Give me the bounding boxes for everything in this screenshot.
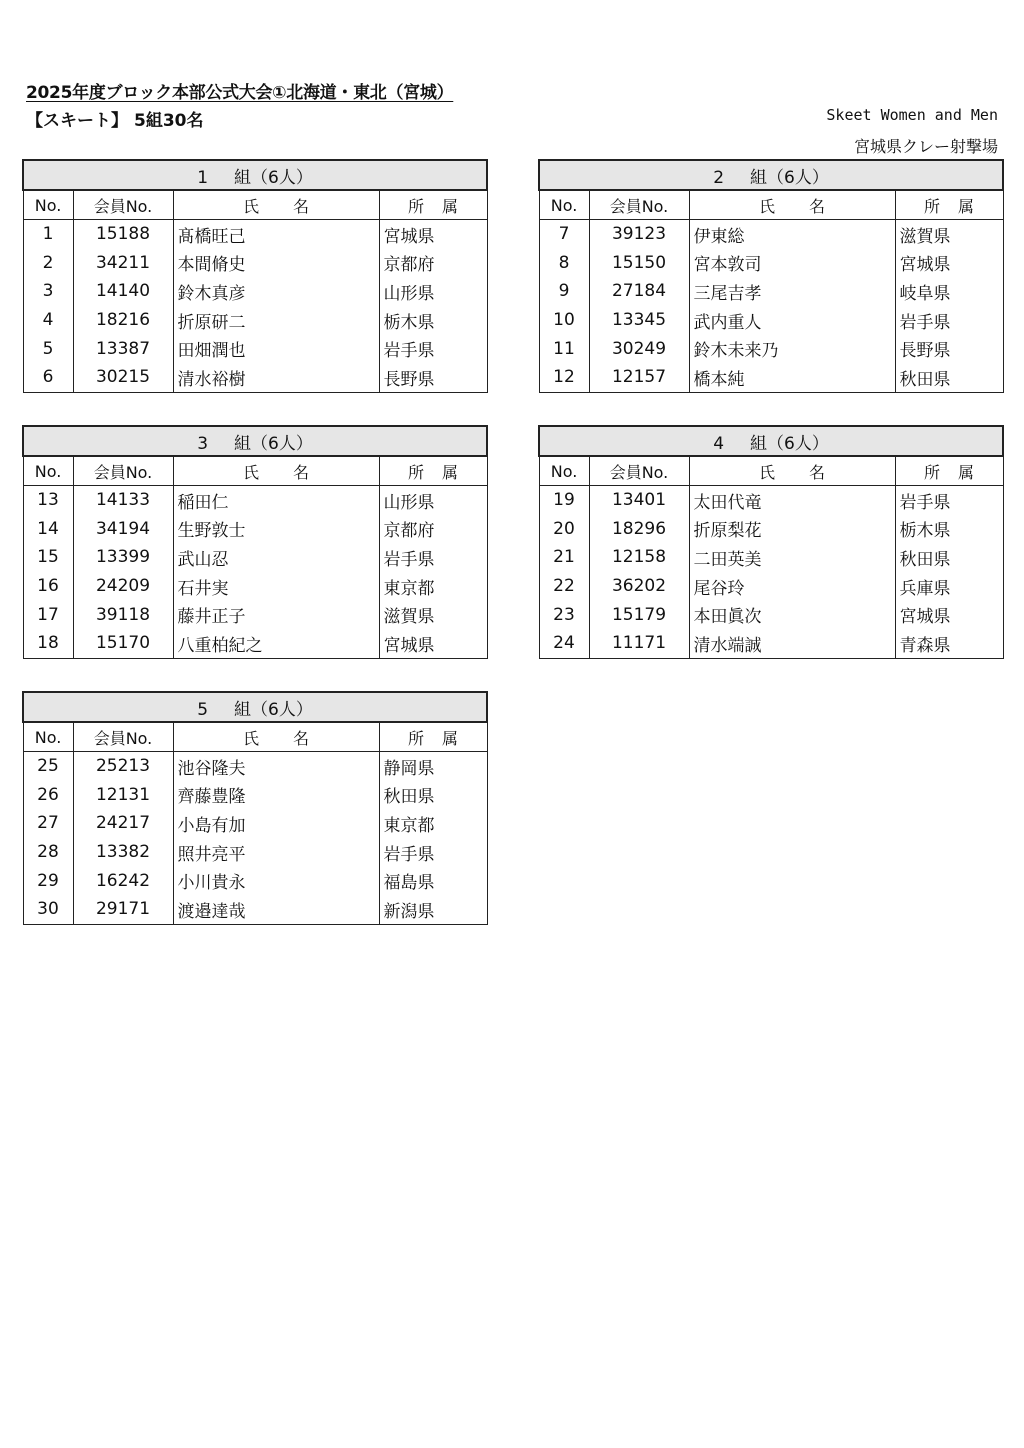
- row-affiliation: 岩手県: [895, 306, 1003, 335]
- row-affiliation: 滋賀県: [895, 220, 1003, 249]
- group-header-row: [23, 160, 487, 190]
- row-no: 19: [539, 486, 589, 515]
- row-no: 7: [539, 220, 589, 249]
- row-affiliation: 山形県: [379, 486, 487, 515]
- col-pref-a: 所: [408, 728, 425, 748]
- row-affiliation: 長野県: [895, 334, 1003, 363]
- col-member-no: 会員No.: [73, 722, 173, 752]
- row-no: 5: [23, 334, 73, 363]
- row-no: 2: [23, 249, 73, 278]
- table-row: [539, 572, 1003, 601]
- col-member-no: 会員No.: [73, 190, 173, 220]
- row-affiliation: 山形県: [379, 277, 487, 306]
- row-name: 武内重人: [689, 306, 895, 335]
- row-member-no: 15170: [73, 629, 173, 658]
- row-affiliation: 秋田県: [895, 363, 1003, 392]
- row-affiliation: 岩手県: [379, 838, 487, 867]
- row-member-no: 12131: [73, 781, 173, 810]
- col-name-b: 名: [809, 196, 826, 216]
- row-name: 渡邉達哉: [173, 895, 379, 924]
- col-pref-b: 属: [958, 196, 975, 216]
- col-member-no: 会員No.: [589, 190, 689, 220]
- group-label: 組（6人）: [750, 433, 829, 454]
- col-affiliation: [895, 190, 1003, 220]
- col-affiliation: [379, 456, 487, 486]
- column-header-row: [539, 190, 1003, 220]
- col-name-a: 氏: [242, 462, 259, 482]
- row-name: 髙橋旺己: [173, 220, 379, 249]
- row-member-no: 29171: [73, 895, 173, 924]
- row-name: 尾谷玲: [689, 572, 895, 601]
- row-name: 鈴木真彦: [173, 277, 379, 306]
- row-name: 八重柏紀之: [173, 629, 379, 658]
- row-name: 武山忍: [173, 543, 379, 572]
- row-member-no: 39123: [589, 220, 689, 249]
- col-pref-b: 属: [442, 196, 459, 216]
- row-no: 17: [23, 600, 73, 629]
- col-pref-a: 所: [408, 462, 425, 482]
- row-affiliation: 東京都: [379, 809, 487, 838]
- table-row: [23, 866, 487, 895]
- group-header-row: [539, 426, 1003, 456]
- col-name-a: 氏: [242, 728, 259, 748]
- row-name: 本間脩史: [173, 249, 379, 278]
- row-no: 18: [23, 629, 73, 658]
- row-member-no: 12158: [589, 543, 689, 572]
- row-affiliation: 新潟県: [379, 895, 487, 924]
- row-no: 27: [23, 809, 73, 838]
- row-member-no: 14140: [73, 277, 173, 306]
- row-no: 4: [23, 306, 73, 335]
- row-member-no: 15188: [73, 220, 173, 249]
- row-name: 清水端誠: [689, 629, 895, 658]
- col-pref-b: 属: [442, 462, 459, 482]
- row-affiliation: 青森県: [895, 629, 1003, 658]
- row-member-no: 25213: [73, 752, 173, 781]
- col-no: No.: [23, 456, 73, 486]
- col-pref-b: 属: [442, 728, 459, 748]
- row-name: 齊藤豊隆: [173, 781, 379, 810]
- group-table: [538, 159, 1004, 393]
- row-name: 二田英美: [689, 543, 895, 572]
- row-member-no: 36202: [589, 572, 689, 601]
- col-name-a: 氏: [758, 462, 775, 482]
- table-row: [539, 277, 1003, 306]
- table-row: [23, 600, 487, 629]
- row-member-no: 13399: [73, 543, 173, 572]
- row-affiliation: 秋田県: [379, 781, 487, 810]
- row-affiliation: 京都府: [379, 515, 487, 544]
- group-table: [22, 159, 488, 393]
- row-affiliation: 宮城県: [895, 249, 1003, 278]
- row-affiliation: 福島県: [379, 866, 487, 895]
- group-table: [22, 425, 488, 659]
- table-row: [539, 515, 1003, 544]
- row-no: 23: [539, 600, 589, 629]
- col-name-b: 名: [293, 462, 310, 482]
- row-member-no: 16242: [73, 866, 173, 895]
- column-header-row: [23, 190, 487, 220]
- row-no: 29: [23, 866, 73, 895]
- row-no: 28: [23, 838, 73, 867]
- row-affiliation: 栃木県: [379, 306, 487, 335]
- group-header: [539, 160, 1003, 190]
- row-no: 22: [539, 572, 589, 601]
- table-row: [23, 515, 487, 544]
- row-name: 橋本純: [689, 363, 895, 392]
- table-row: [539, 220, 1003, 249]
- group-number: 1: [197, 167, 209, 188]
- column-header-row: [539, 456, 1003, 486]
- event-name: 【スキート】: [26, 111, 128, 131]
- row-member-no: 13345: [589, 306, 689, 335]
- row-name: 石井実: [173, 572, 379, 601]
- row-affiliation: 宮城県: [379, 220, 487, 249]
- table-row: [23, 220, 487, 249]
- row-member-no: 15150: [589, 249, 689, 278]
- row-member-no: 34194: [73, 515, 173, 544]
- col-pref-a: 所: [924, 462, 941, 482]
- table-row: [23, 838, 487, 867]
- group-number: 5: [197, 699, 209, 720]
- group-label: 組（6人）: [234, 167, 313, 188]
- group-header: [539, 426, 1003, 456]
- table-row: [539, 486, 1003, 515]
- row-member-no: 13387: [73, 334, 173, 363]
- col-name-b: 名: [293, 196, 310, 216]
- row-name: 折原梨花: [689, 515, 895, 544]
- table-row: [23, 572, 487, 601]
- group-table: [538, 425, 1004, 659]
- row-name: 伊東総: [689, 220, 895, 249]
- row-no: 25: [23, 752, 73, 781]
- row-no: 8: [539, 249, 589, 278]
- row-member-no: 14133: [73, 486, 173, 515]
- table-row: [539, 334, 1003, 363]
- row-member-no: 24209: [73, 572, 173, 601]
- row-affiliation: 静岡県: [379, 752, 487, 781]
- col-no: No.: [539, 456, 589, 486]
- row-member-no: 13401: [589, 486, 689, 515]
- group-table: [22, 691, 488, 925]
- row-no: 15: [23, 543, 73, 572]
- col-member-no: 会員No.: [589, 456, 689, 486]
- row-no: 24: [539, 629, 589, 658]
- table-row: [539, 249, 1003, 278]
- table-row: [23, 334, 487, 363]
- row-affiliation: 兵庫県: [895, 572, 1003, 601]
- row-no: 20: [539, 515, 589, 544]
- group-header-row: [23, 426, 487, 456]
- row-no: 1: [23, 220, 73, 249]
- row-member-no: 18296: [589, 515, 689, 544]
- table-row: [23, 781, 487, 810]
- row-name: 稲田仁: [173, 486, 379, 515]
- row-no: 13: [23, 486, 73, 515]
- row-member-no: 30215: [73, 363, 173, 392]
- col-name-b: 名: [809, 462, 826, 482]
- col-affiliation: [379, 190, 487, 220]
- row-name: 三尾吉孝: [689, 277, 895, 306]
- column-header-row: [23, 456, 487, 486]
- row-name: 鈴木未来乃: [689, 334, 895, 363]
- row-name: 清水裕樹: [173, 363, 379, 392]
- row-no: 9: [539, 277, 589, 306]
- row-affiliation: 秋田県: [895, 543, 1003, 572]
- row-name: 小島有加: [173, 809, 379, 838]
- table-row: [23, 277, 487, 306]
- venue-name: 宮城県クレー射撃場: [853, 137, 998, 156]
- col-name: [173, 722, 379, 752]
- row-affiliation: 岐阜県: [895, 277, 1003, 306]
- col-no: No.: [539, 190, 589, 220]
- row-no: 14: [23, 515, 73, 544]
- col-member-no: 会員No.: [73, 456, 173, 486]
- row-no: 6: [23, 363, 73, 392]
- group-header: [23, 426, 487, 456]
- group-number: 4: [713, 433, 725, 454]
- row-name: 本田眞次: [689, 600, 895, 629]
- col-no: No.: [23, 722, 73, 752]
- group-header-row: [539, 160, 1003, 190]
- row-affiliation: 岩手県: [895, 486, 1003, 515]
- row-member-no: 13382: [73, 838, 173, 867]
- row-affiliation: 長野県: [379, 363, 487, 392]
- group-number: 3: [197, 433, 209, 454]
- row-member-no: 39118: [73, 600, 173, 629]
- table-row: [539, 600, 1003, 629]
- row-name: 池谷隆夫: [173, 752, 379, 781]
- col-no: No.: [23, 190, 73, 220]
- row-name: 太田代竜: [689, 486, 895, 515]
- row-affiliation: 栃木県: [895, 515, 1003, 544]
- row-no: 16: [23, 572, 73, 601]
- col-pref-a: 所: [924, 196, 941, 216]
- col-name: [689, 456, 895, 486]
- group-label: 組（6人）: [750, 167, 829, 188]
- col-name: [173, 190, 379, 220]
- table-row: [539, 363, 1003, 392]
- col-name: [689, 190, 895, 220]
- row-affiliation: 宮城県: [895, 600, 1003, 629]
- row-name: 田畑潤也: [173, 334, 379, 363]
- row-member-no: 34211: [73, 249, 173, 278]
- table-row: [539, 543, 1003, 572]
- row-member-no: 12157: [589, 363, 689, 392]
- event-subtitle: [26, 106, 204, 131]
- table-row: [23, 895, 487, 924]
- row-affiliation: 京都府: [379, 249, 487, 278]
- row-no: 30: [23, 895, 73, 924]
- row-name: 折原研二: [173, 306, 379, 335]
- english-label: Skeet Women and Men: [826, 106, 998, 124]
- col-pref-a: 所: [408, 196, 425, 216]
- row-name: 藤井正子: [173, 600, 379, 629]
- row-affiliation: 岩手県: [379, 334, 487, 363]
- col-name: [173, 456, 379, 486]
- row-no: 11: [539, 334, 589, 363]
- row-no: 26: [23, 781, 73, 810]
- col-affiliation: [895, 456, 1003, 486]
- row-member-no: 15179: [589, 600, 689, 629]
- row-member-no: 18216: [73, 306, 173, 335]
- table-row: [23, 306, 487, 335]
- col-name-a: 氏: [758, 196, 775, 216]
- table-row: [539, 629, 1003, 658]
- document-title: 2025年度ブロック本部公式大会①北海道・東北（宮城）: [26, 83, 454, 103]
- col-affiliation: [379, 722, 487, 752]
- row-name: 照井亮平: [173, 838, 379, 867]
- participant-count: 5組30名: [134, 111, 204, 131]
- row-member-no: 30249: [589, 334, 689, 363]
- table-row: [23, 363, 487, 392]
- table-row: [23, 249, 487, 278]
- row-no: 3: [23, 277, 73, 306]
- table-row: [539, 306, 1003, 335]
- row-no: 10: [539, 306, 589, 335]
- col-name-b: 名: [293, 728, 310, 748]
- table-row: [23, 543, 487, 572]
- group-label: 組（6人）: [234, 699, 313, 720]
- group-number: 2: [713, 167, 725, 188]
- column-header-row: [23, 722, 487, 752]
- row-member-no: 11171: [589, 629, 689, 658]
- table-row: [23, 486, 487, 515]
- table-row: [23, 809, 487, 838]
- row-name: 生野敦士: [173, 515, 379, 544]
- row-affiliation: 宮城県: [379, 629, 487, 658]
- row-affiliation: 滋賀県: [379, 600, 487, 629]
- table-row: [23, 629, 487, 658]
- table-row: [23, 752, 487, 781]
- row-affiliation: 岩手県: [379, 543, 487, 572]
- col-name-a: 氏: [242, 196, 259, 216]
- row-no: 21: [539, 543, 589, 572]
- group-header-row: [23, 692, 487, 722]
- group-header: [23, 692, 487, 722]
- row-name: 宮本敦司: [689, 249, 895, 278]
- col-pref-b: 属: [958, 462, 975, 482]
- row-name: 小川貴永: [173, 866, 379, 895]
- row-affiliation: 東京都: [379, 572, 487, 601]
- row-member-no: 27184: [589, 277, 689, 306]
- row-member-no: 24217: [73, 809, 173, 838]
- row-no: 12: [539, 363, 589, 392]
- group-label: 組（6人）: [234, 433, 313, 454]
- group-header: [23, 160, 487, 190]
